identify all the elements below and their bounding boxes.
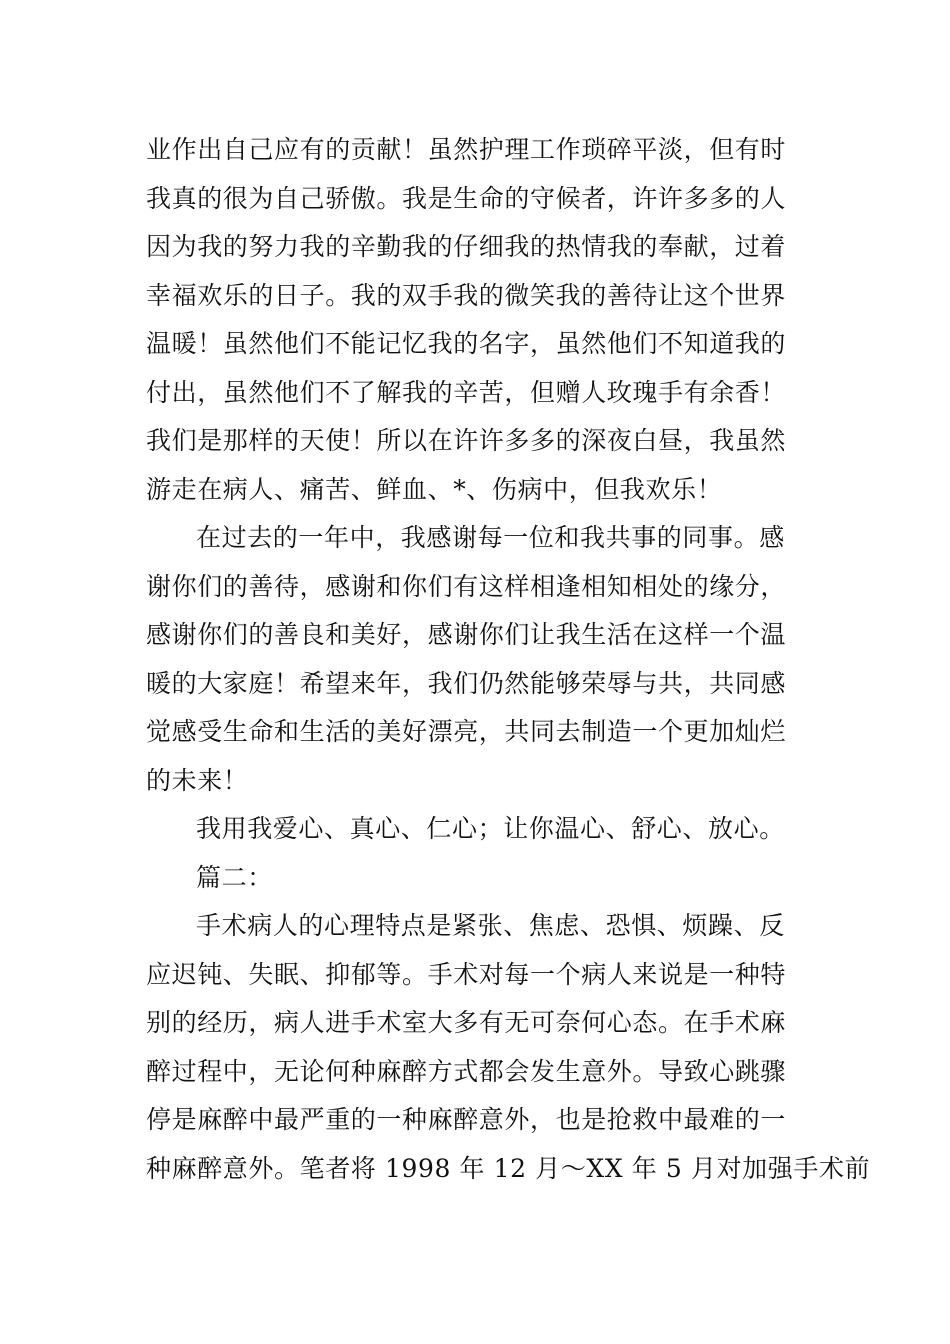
text-line: 别的经历，病人进手术室大多有无可奈何心态。在手术麻 [146, 1008, 787, 1037]
document-body [146, 126, 871, 1193]
text-line: 暖的大家庭！希望来年，我们仍然能够荣辱与共，共同感 [146, 668, 787, 698]
text-line: 幸福欢乐的日子。我的双手我的微笑我的善待让这个世界 [146, 280, 787, 310]
text-line: 手术病人的心理特点是紧张、焦虑、恐惧、烦躁、反 [196, 911, 785, 940]
text-line: 游走在病人、痛苦、鲜血、*、伤病中，但我欢乐！ [146, 474, 723, 504]
text-line: 在过去的一年中，我感谢每一位和我共事的同事。感 [196, 523, 785, 552]
text-line: 我真的很为自己骄傲。我是生命的守候者，许许多多的人 [146, 183, 787, 213]
text-line: 的未来！ [146, 765, 249, 795]
text-line: 醉过程中，无论何种麻醉方式都会发生意外。导致心跳骤 [146, 1056, 787, 1086]
text-line: 觉感受生命和生活的美好漂亮，共同去制造一个更加灿烂 [146, 717, 787, 746]
text-line: 我用我爱心、真心、仁心；让你温心、舒心、放心。 [196, 814, 785, 843]
text-line: 因为我的努力我的辛勤我的仔细我的热情我的奉献，过着 [146, 232, 787, 261]
text-line: 篇二： [196, 862, 273, 892]
text-line: 付出，虽然他们不了解我的辛苦，但赠人玫瑰手有余香！ [146, 377, 787, 407]
text-line: 谢你们的善待，感谢和你们有这样相逢相知相处的缘分， [146, 571, 787, 601]
text-line: 业作出自己应有的贡献！虽然护理工作琐碎平淡，但有时 [146, 135, 787, 164]
text-line: 我们是那样的天使！所以在许许多多的深夜白昼，我虽然 [146, 426, 787, 455]
text-line: 感谢你们的善良和美好，感谢你们让我生活在这样一个温 [146, 620, 787, 649]
text-line: 应迟钝、失眠、抑郁等。手术对每一个病人来说是一种特 [146, 959, 787, 989]
text-line: 停是麻醉中最严重的一种麻醉意外，也是抢救中最难的一 [146, 1105, 787, 1134]
text-line: 温暖！虽然他们不能记忆我的名字，虽然他们不知道我的 [146, 329, 787, 358]
text-line: 种麻醉意外。笔者将 1998 年 12 月～XX 年 5 月对加强手术前 [146, 1153, 871, 1183]
